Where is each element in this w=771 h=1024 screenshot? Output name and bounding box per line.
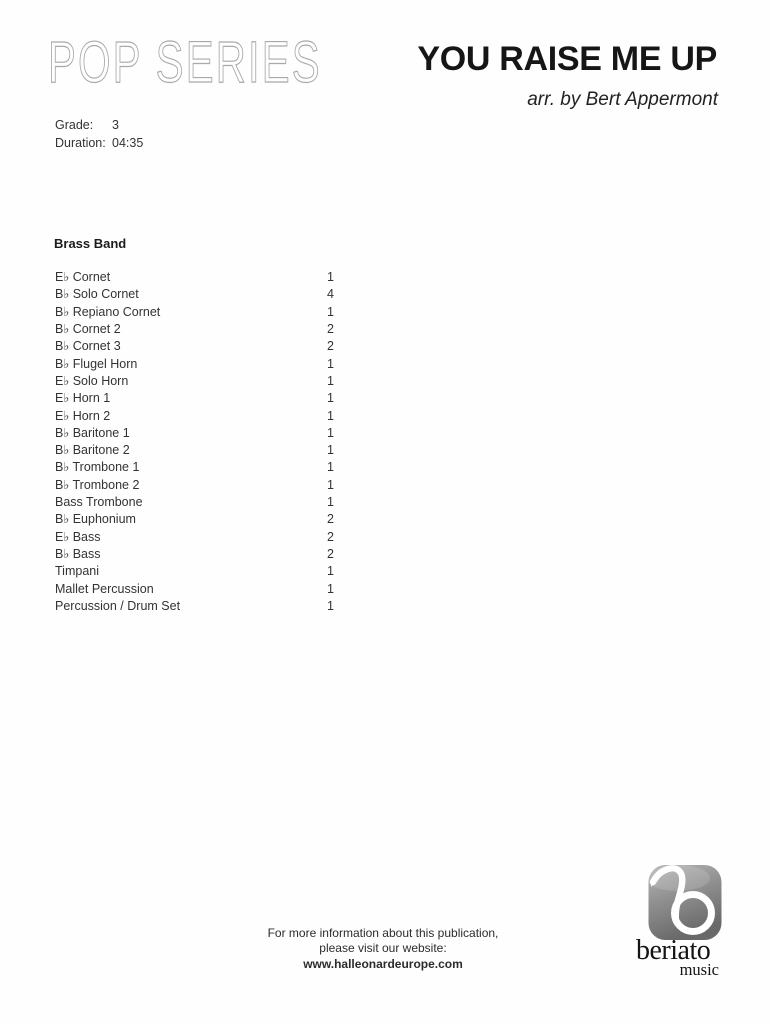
instrument-name: B♭ Cornet 3: [55, 339, 121, 354]
instrument-name: Timpani: [55, 564, 99, 579]
instrument-row: [55, 563, 334, 580]
arranger-credit: arr. by Bert Appermont: [527, 89, 718, 110]
instrument-row: [55, 390, 334, 407]
instrument-name: B♭ Flugel Horn: [55, 356, 138, 371]
duration-row: [55, 135, 143, 153]
instrument-count: 2: [327, 512, 334, 527]
instrument-row: [55, 321, 334, 338]
beriato-note-b-icon: [648, 864, 722, 941]
instrument-row: [55, 338, 334, 355]
footer-info-line1: For more information about this publication,: [267, 926, 499, 940]
instrument-row: [55, 477, 334, 494]
instrument-row: [55, 304, 334, 321]
instrument-name: B♭ Baritone 2: [55, 443, 130, 458]
instrument-name: Mallet Percussion: [55, 581, 154, 596]
instrument-name: B♭ Cornet 2: [55, 321, 121, 336]
instrument-count: 2: [327, 339, 334, 354]
instrument-name: E♭ Solo Horn: [55, 373, 129, 388]
instrument-count: 1: [327, 477, 334, 492]
instrument-count: 1: [327, 373, 334, 388]
instrument-row: [55, 511, 334, 528]
instrument-count: 1: [327, 425, 334, 440]
page-title: YOU RAISE ME UP: [417, 40, 717, 78]
instrument-row: [55, 373, 334, 390]
instrument-row: [55, 494, 334, 511]
beriato-logo: [648, 864, 722, 941]
instrument-count: 1: [327, 460, 334, 475]
instrument-name: Bass Trombone: [55, 495, 143, 510]
footer-info: [133, 926, 633, 972]
instrument-count: 4: [327, 287, 334, 302]
instrument-row: [55, 581, 334, 598]
instrument-count: 1: [327, 581, 334, 596]
instrument-row: [55, 425, 334, 442]
grade-value: 3: [112, 118, 119, 132]
publisher-tagline: music: [679, 960, 719, 979]
instrument-name: B♭ Repiano Cornet: [55, 304, 161, 319]
instrument-row: [55, 442, 334, 459]
publisher-website-url: www.halleonardeurope.com: [303, 956, 463, 971]
instrument-row: [55, 546, 334, 563]
instrument-name: Percussion / Drum Set: [55, 598, 181, 613]
instrument-row: [55, 356, 334, 373]
grade-label: Grade:: [55, 118, 94, 132]
instrument-name: B♭ Euphonium: [55, 512, 136, 527]
instrumentation-list: [55, 269, 334, 615]
instrument-count: 2: [327, 321, 334, 336]
instrument-count: 1: [327, 598, 334, 613]
instrument-count: 1: [327, 408, 334, 423]
series-title: POP SERIES: [48, 30, 322, 95]
duration-label: Duration:: [55, 135, 106, 150]
instrument-count: 2: [327, 547, 334, 561]
instrument-row: [55, 529, 334, 546]
instrument-count: 2: [327, 529, 334, 544]
duration-value: 04:35: [112, 135, 144, 150]
instrument-name: E♭ Horn 2: [55, 408, 111, 423]
instrument-row: [55, 269, 334, 286]
instrument-row: [55, 408, 334, 425]
instrument-count: 1: [327, 270, 334, 284]
instrument-count: 1: [327, 391, 334, 406]
instrument-row: [55, 598, 334, 615]
instrument-count: 1: [327, 495, 334, 510]
instrument-count: 1: [327, 564, 334, 579]
footer-info-line2: please visit our website:: [319, 941, 447, 956]
instrument-name: B♭ Bass: [55, 547, 101, 561]
instrument-row: [55, 286, 334, 303]
instrument-name: E♭ Cornet: [55, 270, 111, 284]
instrument-count: 1: [327, 443, 334, 458]
instrument-name: B♭ Solo Cornet: [55, 287, 139, 302]
instrument-name: B♭ Trombone 1: [55, 460, 140, 475]
meta-block: [55, 117, 143, 152]
instrumentation-heading: Brass Band: [54, 236, 127, 251]
instrument-row: [55, 459, 334, 476]
instrument-name: E♭ Bass: [55, 529, 101, 544]
publisher-name: beriato: [636, 935, 711, 966]
instrument-name: E♭ Horn 1: [55, 391, 111, 406]
instrument-name: B♭ Trombone 2: [55, 477, 140, 492]
instrument-count: 1: [327, 356, 334, 371]
grade-row: [55, 117, 143, 135]
instrument-count: 1: [327, 304, 334, 319]
instrument-name: B♭ Baritone 1: [55, 425, 130, 440]
